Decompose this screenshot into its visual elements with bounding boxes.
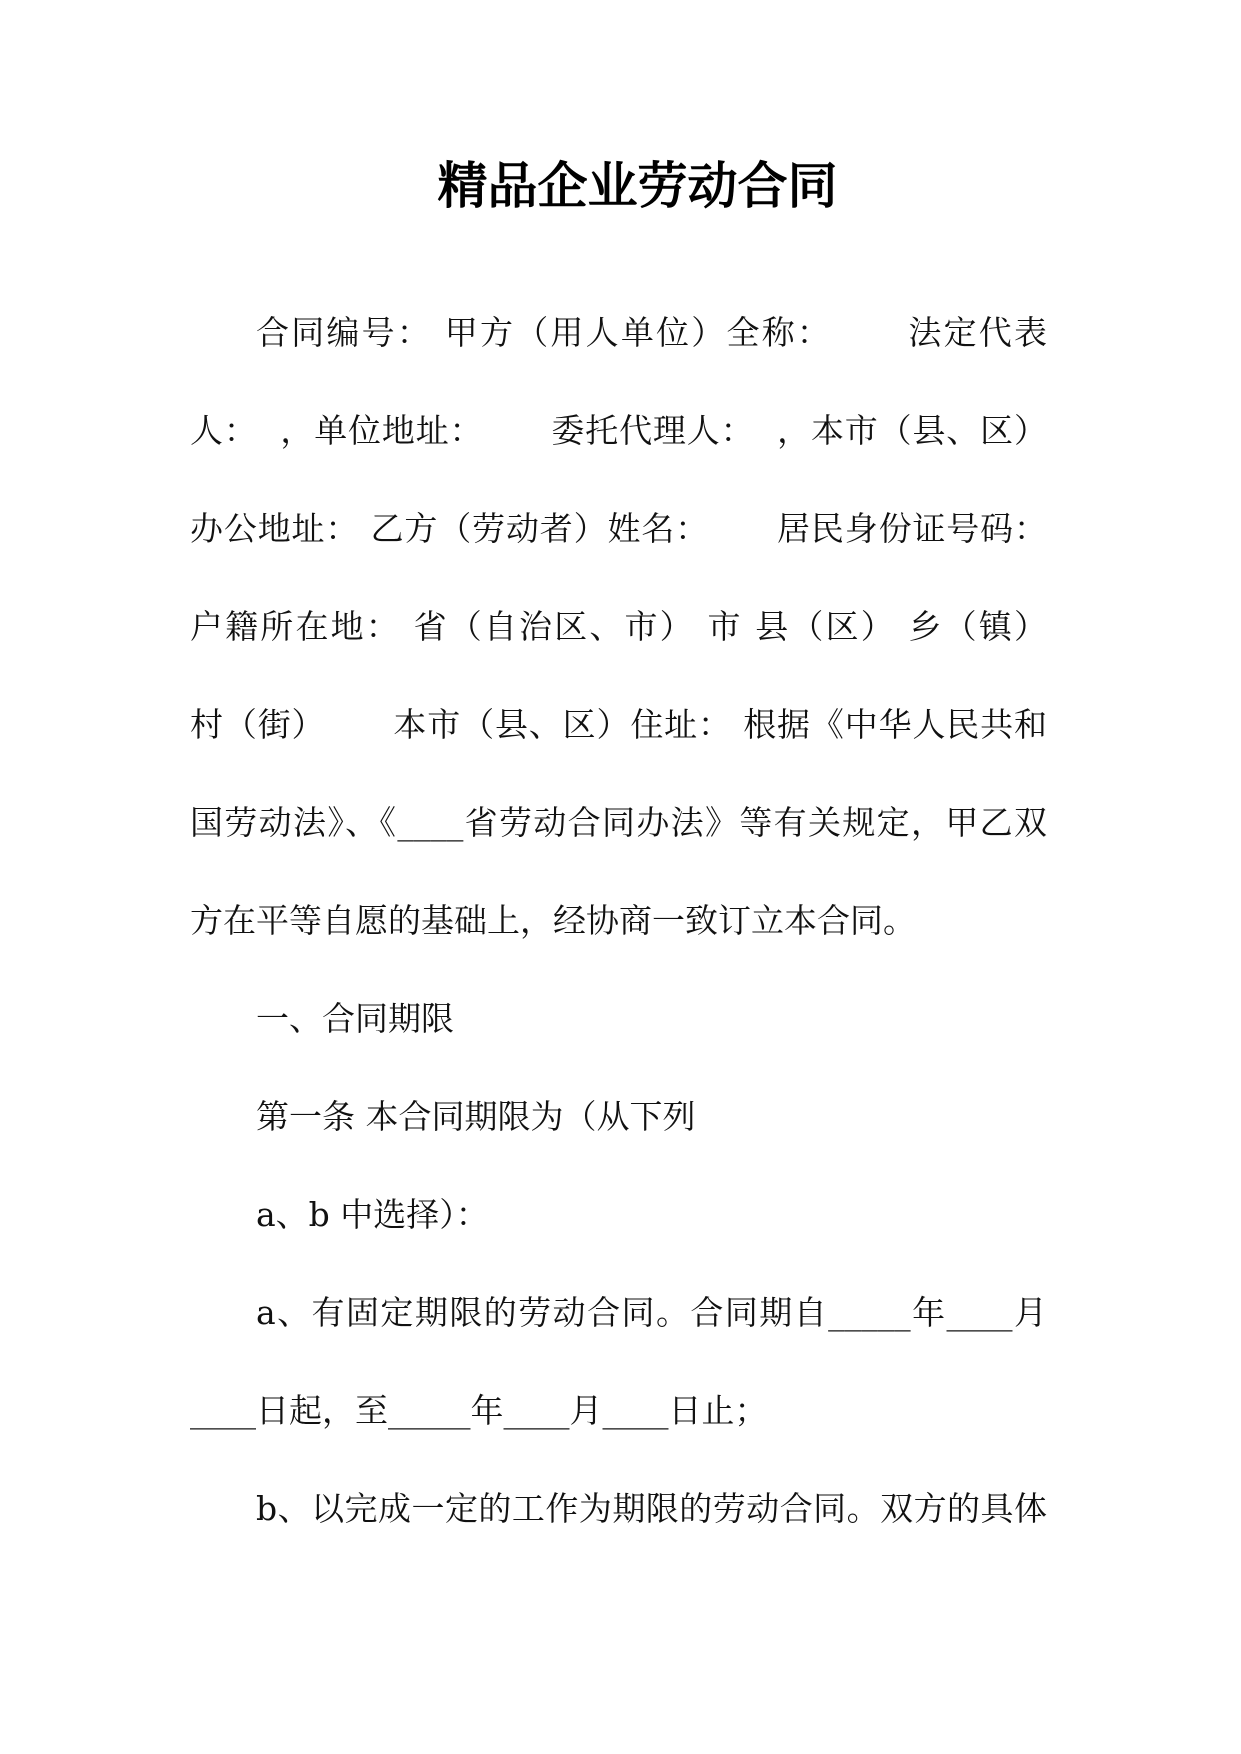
text-line: a、有固定期限的劳动合同。合同期自_____年____月: [256, 1293, 1047, 1332]
text-line: b、以完成一定的工作为期限的劳动合同。双方的具体: [256, 1489, 1047, 1528]
text-line: a、b 中选择）：: [256, 1195, 489, 1234]
text-line: 办公地址： 乙方（劳动者）姓名： 居民身份证号码：: [190, 509, 1047, 548]
text-line: 国劳动法》、《____省劳动合同办法》等有关规定，甲乙双: [190, 803, 1047, 842]
document-body: [190, 284, 1047, 1558]
text-line: 村（街） 本市（县、区）住址： 根据《中华人民共和: [190, 705, 1047, 744]
text-line: 合同编号： 甲方（用人单位）全称： 法定代表: [256, 313, 1047, 352]
text-line: 户籍所在地： 省（自治区、市） 市 县（区） 乡（镇）: [190, 607, 1047, 646]
document-title: 精品企业劳动合同: [437, 156, 838, 215]
text-line: 一、合同期限: [256, 999, 454, 1038]
preamble-paragraph: [190, 284, 1047, 970]
option-b-paragraph: [190, 1460, 1047, 1558]
text-line: 第一条 本合同期限为（从下列: [256, 1097, 696, 1136]
section-heading: [190, 970, 1047, 1068]
text-line: 人： ，单位地址： 委托代理人： ，本市（县、区）: [190, 411, 1047, 450]
article-clause: [190, 1068, 1047, 1166]
article-clause-continuation: [190, 1166, 1047, 1264]
option-a-paragraph: [190, 1264, 1047, 1460]
text-line: ____日起，至_____年____月____日止；: [190, 1391, 768, 1430]
text-line: 方在平等自愿的基础上，经协商一致订立本合同。: [190, 901, 916, 940]
